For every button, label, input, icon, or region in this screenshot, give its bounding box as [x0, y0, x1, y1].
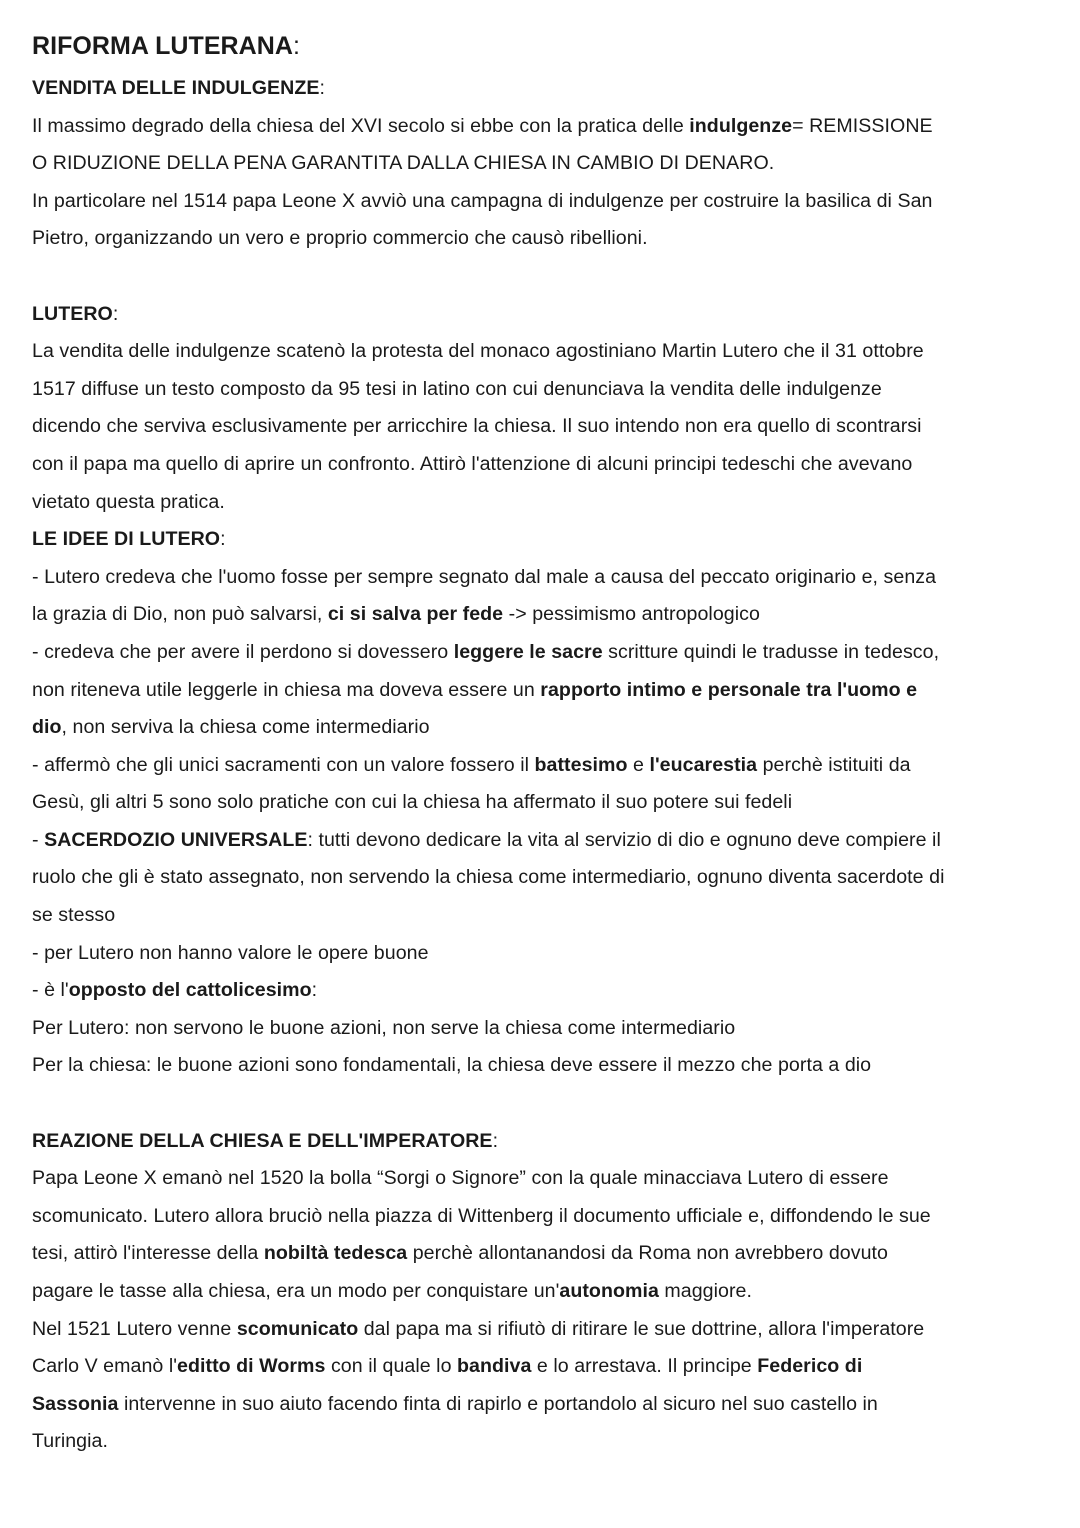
text-run: O RIDUZIONE DELLA PENA GARANTITA DALLA CHIESA IN CAMBIO DI DENARO.	[32, 152, 775, 175]
text-run: perchè allontanandosi da Roma non avrebbero dovuto	[407, 1242, 888, 1265]
text-run: Per la chiesa: le buone azioni sono fondamentali, la chiesa deve essere il mezzo che porta a dio	[32, 1054, 872, 1077]
text-line	[32, 1423, 1052, 1461]
text-line	[32, 408, 1052, 446]
text-line	[32, 784, 1052, 822]
text-line	[32, 634, 1052, 672]
text-line	[32, 972, 1052, 1010]
text-run: - per Lutero non hanno valore le opere buone	[32, 941, 429, 964]
text-run: Papa Leone X emanò nel 1520 la bolla “Sorgi o Signore” con la quale minacciava Lutero di essere	[32, 1167, 889, 1190]
bold-text-run: SACERDOZIO UNIVERSALE	[44, 828, 308, 851]
text-run: dal papa ma si rifiutò di ritirare le sue dottrine, allora l'imperatore	[358, 1317, 925, 1340]
text-run: pagare le tasse alla chiesa, era un modo per conquistare un'	[32, 1280, 560, 1302]
text-run: intervenne in suo aiuto facendo finta di rapirlo e portandolo al sicuro nel suo castello in	[118, 1392, 878, 1415]
text-run: e lo arrestava. Il principe	[531, 1355, 758, 1378]
document-body	[32, 70, 1052, 1461]
text-run: scomunicato. Lutero allora bruciò nella piazza di Wittenberg il documento ufficiale e, diffondendo le sue	[32, 1204, 931, 1227]
text-run: tesi, attirò l'interesse della	[32, 1242, 264, 1265]
text-run: Il massimo degrado della chiesa del XVI secolo si ebbe con la pratica delle	[32, 114, 690, 137]
text-run: perchè istituiti da	[757, 753, 911, 776]
text-run: -> pessimismo antropologico	[503, 603, 760, 626]
text-line	[32, 1273, 1052, 1311]
bold-text-run: ci si salva per fede	[327, 603, 504, 626]
text-run: : tutti devono dedicare la vita al servizio di dio e ognuno deve compiere il	[307, 828, 941, 851]
section-0	[32, 70, 1052, 296]
text-run: Pietro, organizzando un vero e proprio commercio che causò ribellioni.	[32, 227, 648, 250]
text-line	[32, 1010, 1052, 1048]
bold-text-run: autonomia	[559, 1280, 659, 1302]
text-run: Turingia.	[32, 1430, 108, 1453]
document-page	[32, 26, 1052, 1461]
text-line	[32, 371, 1052, 409]
text-run: maggiore.	[658, 1280, 752, 1302]
text-line	[32, 1348, 1052, 1386]
text-run: se stesso	[32, 904, 116, 927]
paragraph-spacer	[32, 258, 1052, 296]
paragraph-spacer	[32, 1085, 1052, 1123]
text-line	[32, 672, 1052, 710]
text-line	[32, 183, 1052, 221]
section-heading	[32, 1123, 1052, 1161]
text-line	[32, 1311, 1052, 1349]
text-line	[32, 1047, 1052, 1085]
bold-text-run: editto di Worms	[177, 1355, 326, 1378]
text-line	[32, 1235, 1052, 1273]
bold-text-run: bandiva	[457, 1355, 532, 1378]
section-heading-text: LE IDEE DI LUTERO	[32, 528, 221, 551]
text-line	[32, 220, 1052, 258]
page-title-colon: :	[292, 32, 300, 60]
text-run: Gesù, gli altri 5 sono solo pratiche con cui la chiesa ha affermato il suo potere sui fedeli	[32, 791, 793, 814]
text-run: la grazia di Dio, non può salvarsi,	[32, 603, 328, 626]
text-line	[32, 1160, 1052, 1198]
text-line	[32, 333, 1052, 371]
text-run: - è l'	[32, 979, 69, 1002]
text-run: scritture quindi le tradusse in tedesco,	[602, 640, 940, 663]
text-run: Carlo V emanò l'	[32, 1355, 178, 1378]
section-heading	[32, 521, 1052, 559]
text-run: con il quale lo	[325, 1355, 458, 1378]
bold-text-run: nobiltà tedesca	[263, 1242, 408, 1265]
bold-text-run: Federico di	[757, 1355, 863, 1378]
bold-text-run: rapporto intimo e personale tra l'uomo e	[540, 678, 918, 701]
text-line	[32, 484, 1052, 522]
section-heading-text: LUTERO	[32, 302, 113, 325]
section-1	[32, 296, 1052, 522]
text-run: e	[627, 753, 650, 776]
section-heading-colon: :	[319, 77, 325, 99]
bold-text-run: indulgenze	[689, 114, 793, 137]
section-heading-text: REAZIONE DELLA CHIESA E DELL'IMPERATORE	[32, 1129, 493, 1152]
bold-text-run: opposto del cattolicesimo	[68, 979, 312, 1002]
text-line	[32, 709, 1052, 747]
text-run: - affermò che gli unici sacramenti con un valore fossero il	[32, 753, 535, 776]
text-run: non riteneva utile leggerle in chiesa ma doveva essere un	[32, 678, 541, 701]
text-run: - Lutero credeva che l'uomo fosse per sempre segnato dal male a causa del peccato originario e, senza	[32, 565, 937, 588]
text-line	[32, 859, 1052, 897]
section-heading	[32, 70, 1052, 108]
page-title	[32, 26, 1052, 66]
text-line	[32, 1386, 1052, 1424]
text-run: con il papa ma quello di aprire un confronto. Attirò l'attenzione di alcuni principi tedeschi che avevano	[32, 452, 913, 475]
text-run: -	[32, 828, 45, 851]
bold-text-run: l'eucarestia	[649, 753, 758, 776]
text-run: dicendo che serviva esclusivamente per arricchire la chiesa. Il suo intendo non era quello di scontrarsi	[32, 415, 922, 438]
bold-text-run: Sassonia	[32, 1392, 119, 1415]
bold-text-run: dio	[32, 716, 62, 739]
section-heading-colon: :	[492, 1129, 499, 1152]
text-run: , non serviva la chiesa come intermediario	[61, 716, 430, 739]
text-line	[32, 145, 1052, 183]
bold-text-run: scomunicato	[236, 1317, 359, 1340]
text-line	[32, 559, 1052, 597]
text-run: Per Lutero: non servono le buone azioni, non serve la chiesa come intermediario	[32, 1016, 736, 1039]
text-run: - credeva che per avere il perdono si dovessero	[32, 640, 454, 663]
text-line	[32, 1198, 1052, 1236]
text-line	[32, 108, 1052, 146]
text-line	[32, 446, 1052, 484]
text-line	[32, 747, 1052, 785]
section-heading-colon: :	[112, 302, 119, 325]
section-heading	[32, 296, 1052, 334]
section-2	[32, 521, 1052, 1123]
text-line	[32, 822, 1052, 860]
text-run: ruolo che gli è stato assegnato, non servendo la chiesa come intermediario, ognuno diventa sacerdote di	[32, 866, 945, 889]
text-run: 1517 diffuse un testo composto da 95 tesi in latino con cui denunciava la vendita delle indulgenze	[32, 377, 882, 400]
text-line	[32, 935, 1052, 973]
section-heading-text: VENDITA DELLE INDULGENZE	[32, 77, 320, 99]
text-run: In particolare nel 1514 papa Leone X avviò una campagna di indulgenze per costruire la basilica di San	[32, 189, 933, 212]
text-run: vietato questa pratica.	[32, 490, 225, 513]
text-run: = REMISSIONE	[792, 114, 933, 137]
section-3	[32, 1123, 1052, 1461]
section-heading-colon: :	[220, 528, 226, 551]
text-run: Nel 1521 Lutero venne	[32, 1317, 237, 1340]
bold-text-run: battesimo	[534, 753, 628, 776]
page-title-text: RIFORMA LUTERANA	[32, 32, 293, 60]
text-run: :	[311, 979, 318, 1002]
text-run: La vendita delle indulgenze scatenò la protesta del monaco agostiniano Martin Lutero che il 31 ottobre	[32, 340, 924, 363]
bold-text-run: leggere le sacre	[453, 640, 603, 663]
text-line	[32, 596, 1052, 634]
text-line	[32, 897, 1052, 935]
